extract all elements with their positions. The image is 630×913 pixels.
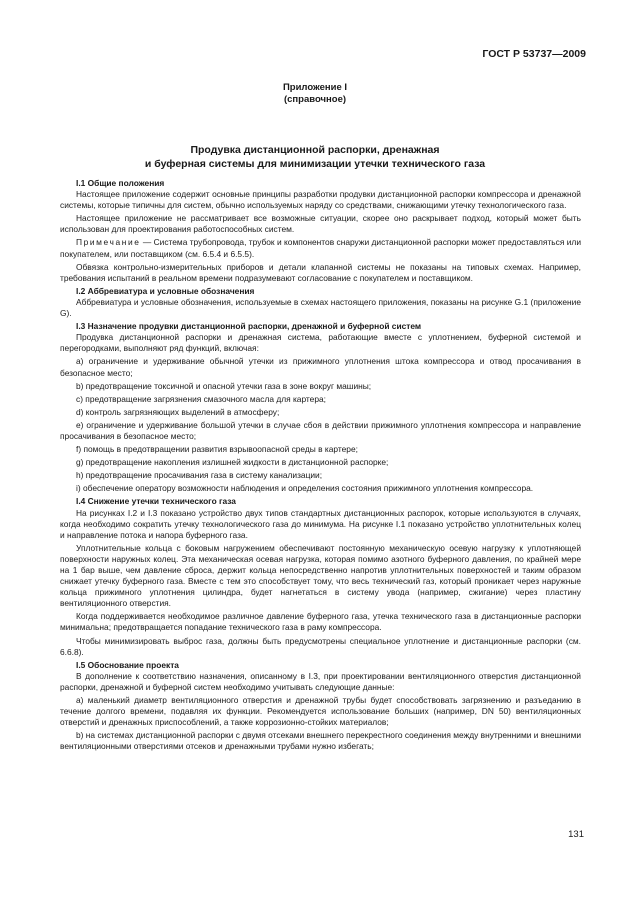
appendix-label: Приложение I [282, 82, 348, 93]
document-title [60, 143, 570, 171]
paragraph: с) предотвращение загрязнения смазочного масла для картера; [76, 393, 326, 404]
appendix-type: (справочное) [283, 94, 347, 105]
appendix-heading [0, 82, 630, 106]
section-heading: I.4 Снижение утечки технического газа [76, 496, 236, 507]
paragraph: е) ограничение и удерживание большой утечки в случае сбоя в действии прижимного уплотнения компрессора и направление просачивания в безопасное место; [60, 419, 581, 441]
paragraph: Когда поддерживается необходимое различное давление буферного газа, утечка технического газа в дистанционные распорки минимальна; предотвращается попадание технического газа в раму компрессора. [60, 611, 581, 633]
page-number: 131 [568, 829, 584, 840]
paragraph: На рисунках I.2 и I.3 показано устройство двух типов стандартных дистанционных распорок, которые используются в случаях, когда необходимо сократить утечку технологического газа до минимума. На рисунке I.1 показано устройство уплотнительных колец и направление потока и напора буферного газа. [60, 507, 581, 540]
title-line-2: и буферная системы для минимизации утечки технического газа [144, 158, 486, 170]
section-heading: I.1 Общие положения [76, 178, 165, 188]
paragraph: Настоящее приложение содержит основные принципы разработки продувки дистанционной распорки компрессора и дренажной системы, которые типичны для систем, обычно используемых наряду со средствами, снижающими утечку технологического газа. [60, 189, 581, 211]
paragraph: В дополнение к соответствию назначения, описанному в I.3, при проектировании вентиляционного отверстия дистанционной распорки, дренажной и буферной систем необходимо учитывать следующие данные: [60, 670, 581, 692]
body-text [60, 178, 581, 755]
paragraph: b) на системах дистанционной распорки с двумя отсеками внешнего перекрестного соединения между внутренними и внешними вентиляционными отверстиями отсеков и дренажными трубами нужно избегать; [60, 730, 581, 752]
note-text: — Система трубопровода, трубок и компонентов снаружи дистанционной распорки может предоставляться или покупателем, или поставщиком (см. 6.5.4 и 6.5.5). [60, 237, 581, 259]
paragraph: g) предотвращение накопления излишней жидкости в дистанционной распорке; [76, 457, 389, 468]
paragraph: i) обеспечение оператору возможности наблюдения и определения состояния прижимного уплотнения компрессора. [76, 483, 534, 494]
paragraph: а) маленький диаметр вентиляционного отверстия и дренажной трубы будет способствовать загрязнению и разъеданию в течение долгого времени, подавляя их функции. Рекомендуется использование больших (например, DN 50) вентиляционных отверстий и дренажных приспособлений, а также коррозионно-стойких материалов; [60, 695, 581, 728]
paragraph: Чтобы минимизировать выброс газа, должны быть предусмотрены специальное уплотнение и дистанционные распорки (см. 6.6.8). [60, 635, 581, 657]
paragraph: Продувка дистанционной распорки и дренажная система, работающие вместе с уплотнением, буферной системой и перегородками, выполняют ряд функций, включая: [60, 332, 581, 354]
paragraph: Уплотнительные кольца с боковым нагружением обеспечивают постоянную механическую осевую нагрузку к уплотняющей поверхности наружных колец. Эта механическая осевая нагрузка, которая помимо азотного буферного давления, по крайней мере на 1 бар выше, чем давление сброса, держит кольца непосредственно напротив уплотнительных поверхностей и таким образом снижает утечку буферного газа. Вместе с тем это способствует тому, что весь технический газ, который проникает через наружные кольца прижимного уплотнения цилиндра, будет нагнетаться в систему увода (например, сжигание) через пластину вентиляционного отверстия. [60, 542, 581, 609]
standard-number: ГОСТ Р 53737—2009 [482, 48, 586, 60]
paragraph: а) ограничение и удерживание обычной утечки из прижимного уплотнения штока компрессора и отвод просачивания в безопасное место; [60, 356, 581, 378]
note-label: Примечание [76, 237, 141, 248]
section-heading: I.5 Обоснование проекта [76, 659, 179, 670]
title-line-1: Продувка дистанционной распорки, дренажная [190, 144, 440, 156]
section-heading: I.3 Назначение продувки дистанционной распорки, дренажной и буферной систем [76, 321, 422, 332]
section-heading: I.2 Аббревиатура и условные обозначения [76, 285, 255, 296]
paragraph: Обвязка контрольно-измерительных приборов и детали клапанной системы не показаны на типовых схемах. Например, требования испытаний в реальном времени подразумевают согласование с покупателем и поставщиком. [60, 261, 581, 283]
paragraph: h) предотвращение просачивания газа в систему канализации; [76, 470, 323, 481]
paragraph: b) предотвращение токсичной и опасной утечки газа в зоне вокруг машины; [76, 380, 372, 391]
paragraph: Аббревиатура и условные обозначения, используемые в схемах настоящего приложения, показаны на рисунке G.1 (приложение G). [60, 296, 581, 319]
note-paragraph [60, 237, 581, 259]
paragraph: d) контроль загрязняющих выделений в атмосферу; [76, 406, 280, 417]
paragraph: Настоящее приложение не рассматривает все возможные ситуации, скорее оно раскрывает подход, который может быть использован для проектирования работоспособных систем. [60, 213, 581, 235]
paragraph: f) помощь в предотвращении развития взрывоопасной среды в картере; [76, 444, 358, 455]
